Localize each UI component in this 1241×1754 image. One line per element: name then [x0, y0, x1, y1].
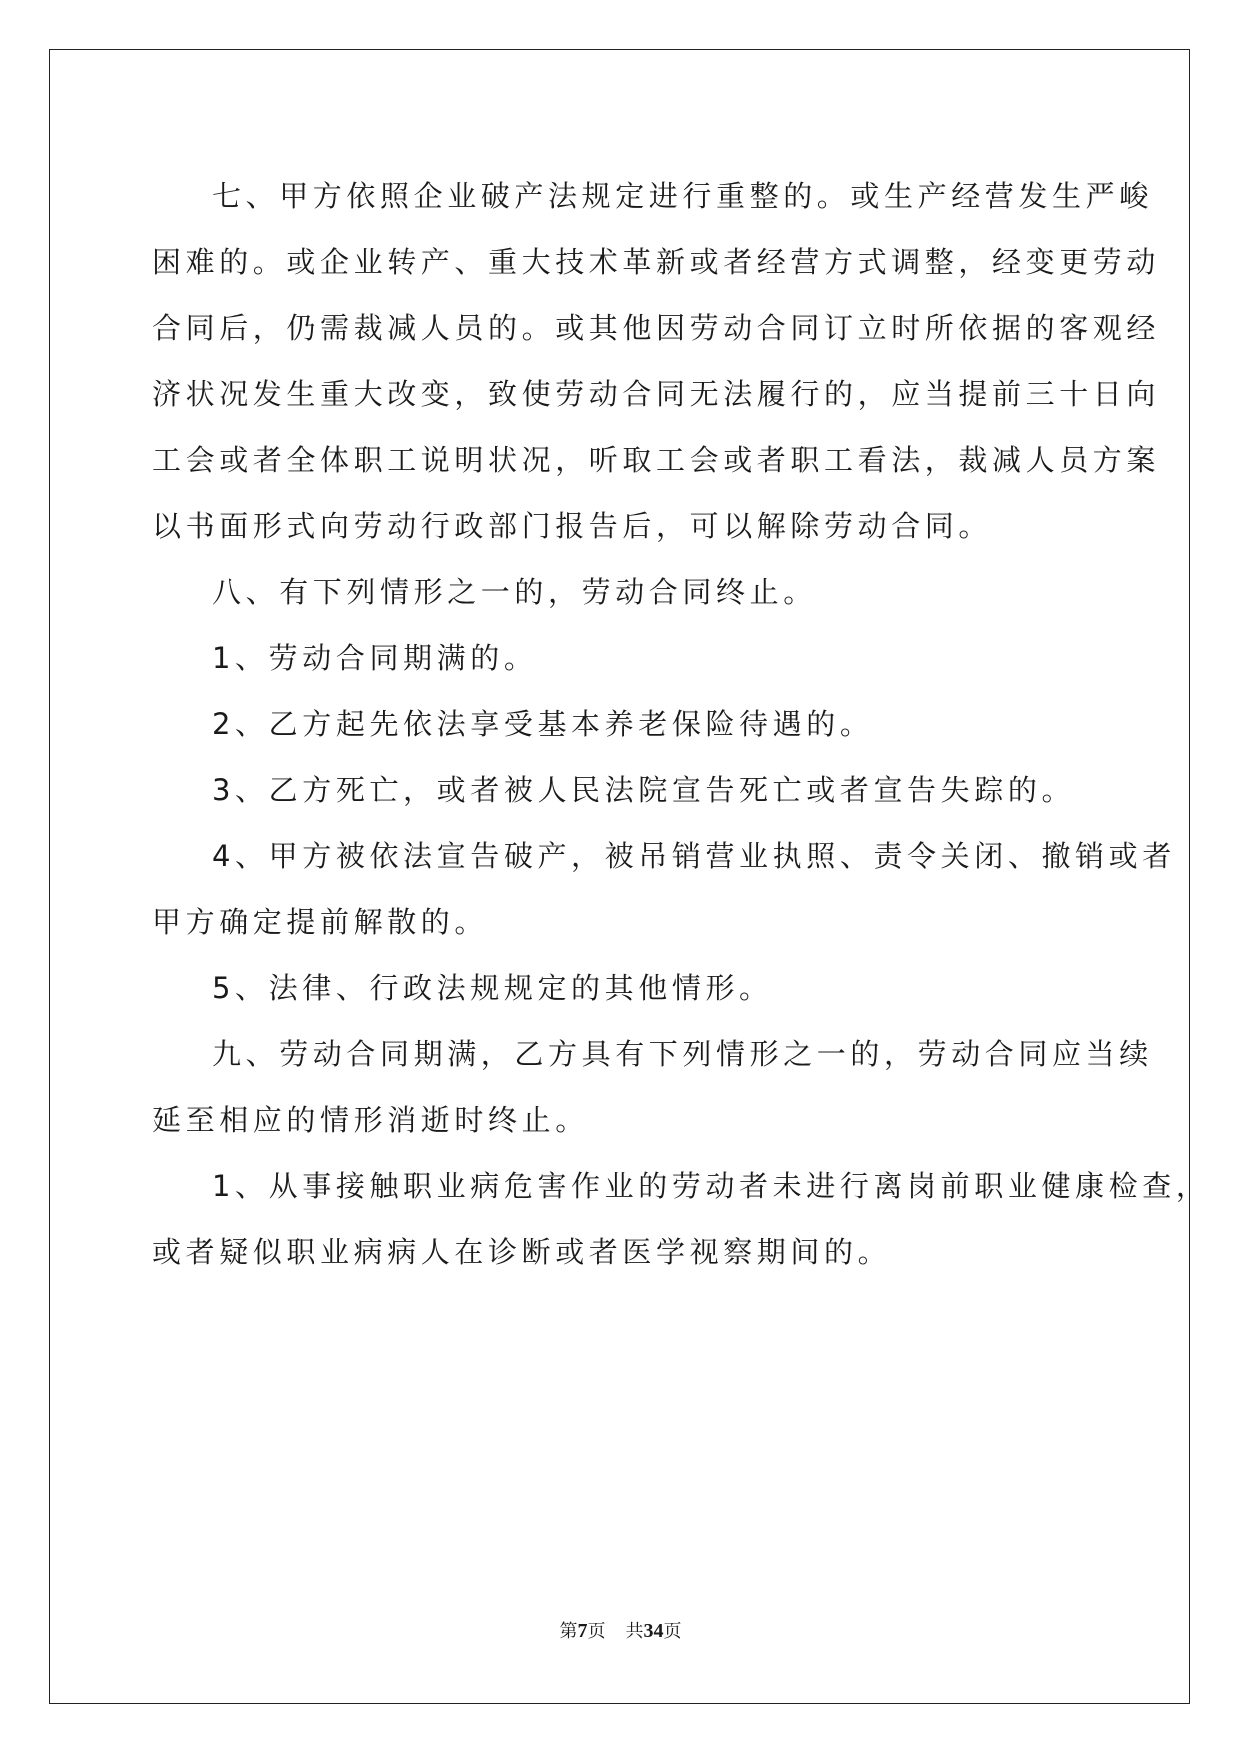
page-number: 7	[577, 1620, 588, 1642]
list-item-continuation: 或者疑似职业病病人在诊断或者医学视察期间的。	[152, 1235, 892, 1269]
paragraph-line: 九、劳动合同期满，乙方具有下列情形之一的，劳动合同应当续	[212, 1037, 1153, 1071]
list-item: 1、劳动合同期满的。	[212, 641, 538, 675]
page-label-prefix: 第	[559, 1621, 578, 1642]
paragraph-line: 工会或者全体职工说明状况，听取工会或者职工看法，裁减人员方案	[152, 443, 1161, 477]
list-item: 1、从事接触职业病危害作业的劳动者未进行离岗前职业健康检查，	[212, 1169, 1210, 1203]
total-pages: 34	[643, 1620, 664, 1642]
list-item: 3、乙方死亡，或者被人民法院宣告死亡或者宣告失踪的。	[212, 773, 1076, 807]
list-item: 2、乙方起先依法享受基本养老保险待遇的。	[212, 707, 874, 741]
paragraph-line: 以书面形式向劳动行政部门报告后，可以解除劳动合同。	[152, 509, 993, 543]
paragraph-line: 济状况发生重大改变，致使劳动合同无法履行的，应当提前三十日向	[152, 377, 1161, 411]
paragraph-line: 七、甲方依照企业破产法规定进行重整的。或生产经营发生严峻	[212, 179, 1153, 213]
list-item-continuation: 甲方确定提前解散的。	[152, 905, 489, 939]
page-label-suffix: 页	[587, 1621, 606, 1642]
page-footer	[0, 1619, 1241, 1644]
list-item: 5、法律、行政法规规定的其他情形。	[212, 971, 773, 1005]
list-item: 4、甲方被依法宣告破产，被吊销营业执照、责令关闭、撤销或者	[212, 839, 1176, 873]
total-label-suffix: 页	[663, 1621, 682, 1642]
paragraph-line: 八、有下列情形之一的，劳动合同终止。	[212, 575, 817, 609]
paragraph-line: 合同后，仍需裁减人员的。或其他因劳动合同订立时所依据的客观经	[152, 311, 1161, 345]
paragraph-line: 延至相应的情形消逝时终止。	[152, 1103, 589, 1137]
paragraph-line: 困难的。或企业转产、重大技术革新或者经营方式调整，经变更劳动	[152, 245, 1161, 279]
total-label-prefix: 共	[625, 1621, 644, 1642]
document-body	[152, 163, 1210, 1285]
